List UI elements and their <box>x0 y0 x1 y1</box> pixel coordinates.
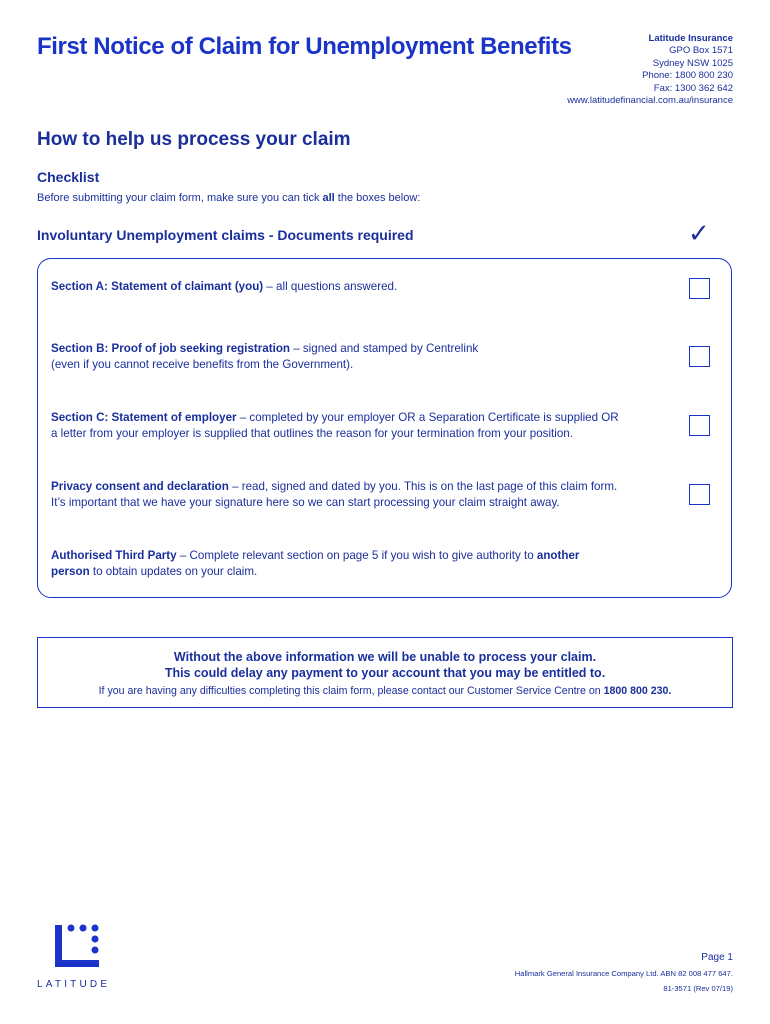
warning-line-2: This could delay any payment to your account that you may be entitled to. <box>164 666 606 680</box>
intro-text: Before submitting your claim form, make sure you can tick <box>37 192 323 204</box>
checkbox-section-b[interactable] <box>689 346 710 367</box>
checkbox-section-c[interactable] <box>689 415 710 436</box>
checkbox-section-a[interactable] <box>689 278 710 299</box>
contact-phone: 1800 800 230. <box>603 685 672 697</box>
warning-line-1: Without the above information we will be unable to process your claim. <box>173 650 597 664</box>
warning-contact <box>38 684 732 699</box>
item-title: Privacy consent and declaration <box>51 480 229 493</box>
checklist-item-section-a <box>51 279 681 295</box>
address-fax: Fax: 1300 362 642 <box>653 82 733 94</box>
address-website: www.latitudefinancial.com.au/insurance <box>567 95 733 107</box>
checklist-title: Checklist <box>37 169 100 185</box>
footer-form-code: 81-3571 (Rev 07/19) <box>663 984 733 993</box>
documents-required-heading: Involuntary Unemployment claims - Documents required <box>37 227 414 243</box>
page-title: First Notice of Claim for Unemployment Benefits <box>37 33 572 60</box>
item-title: Section C: Statement of employer <box>51 411 237 424</box>
item-text: – all questions answered. <box>263 280 398 293</box>
footer-company: Hallmark General Insurance Company Ltd. ABN 82 008 477 647. <box>514 969 733 978</box>
checklist-item-third-party <box>51 548 681 579</box>
item-text: – completed by your employer OR a Separation Certificate is supplied OR <box>236 411 619 424</box>
checklist-item-privacy <box>51 479 681 510</box>
contact-text: If you are having any difficulties completing this claim form, please contact our Customer Service Centre on <box>98 685 604 697</box>
intro-bold: all <box>322 192 335 204</box>
checklist-item-section-b <box>51 341 681 372</box>
address-city: Sydney NSW 1025 <box>652 57 733 69</box>
item-title: Authorised Third Party <box>51 549 177 562</box>
address-phone: Phone: 1800 800 230 <box>642 70 733 82</box>
address-po-box: GPO Box 1571 <box>669 45 733 57</box>
logo-wordmark: LATITUDE <box>37 979 111 990</box>
item-bold-word: person <box>51 564 90 578</box>
checkbox-privacy[interactable] <box>689 484 710 505</box>
warning-box <box>37 637 733 708</box>
page-number: Page 1 <box>701 952 733 963</box>
item-text: – Complete relevant section on page 5 if you wish to give authority to <box>176 549 537 562</box>
item-title: Section A: Statement of claimant (you) <box>51 280 264 293</box>
item-text: – read, signed and dated by you. This is on the last page of this claim form. <box>228 480 618 493</box>
intro-text-end: the boxes below: <box>334 192 421 204</box>
item-text-line2: a letter from your employer is supplied that outlines the reason for your termination from your position. <box>51 426 573 440</box>
section-main-heading: How to help us process your claim <box>37 129 351 150</box>
checklist-intro <box>37 192 420 204</box>
item-text-line2: (even if you cannot receive benefits from the Government). <box>51 357 354 371</box>
tick-icon: ✓ <box>688 219 710 249</box>
item-text-line2: to obtain updates on your claim. <box>89 564 258 578</box>
address-company: Latitude Insurance <box>648 33 733 44</box>
item-title: Section B: Proof of job seeking registration <box>51 342 290 355</box>
insurer-address <box>567 33 733 107</box>
checklist-item-section-c <box>51 410 681 441</box>
item-text: – signed and stamped by Centrelink <box>290 342 479 355</box>
item-bold-word: another <box>536 549 580 562</box>
item-text-line2: It’s important that we have your signature here so we can start processing your claim straight away. <box>51 495 560 509</box>
